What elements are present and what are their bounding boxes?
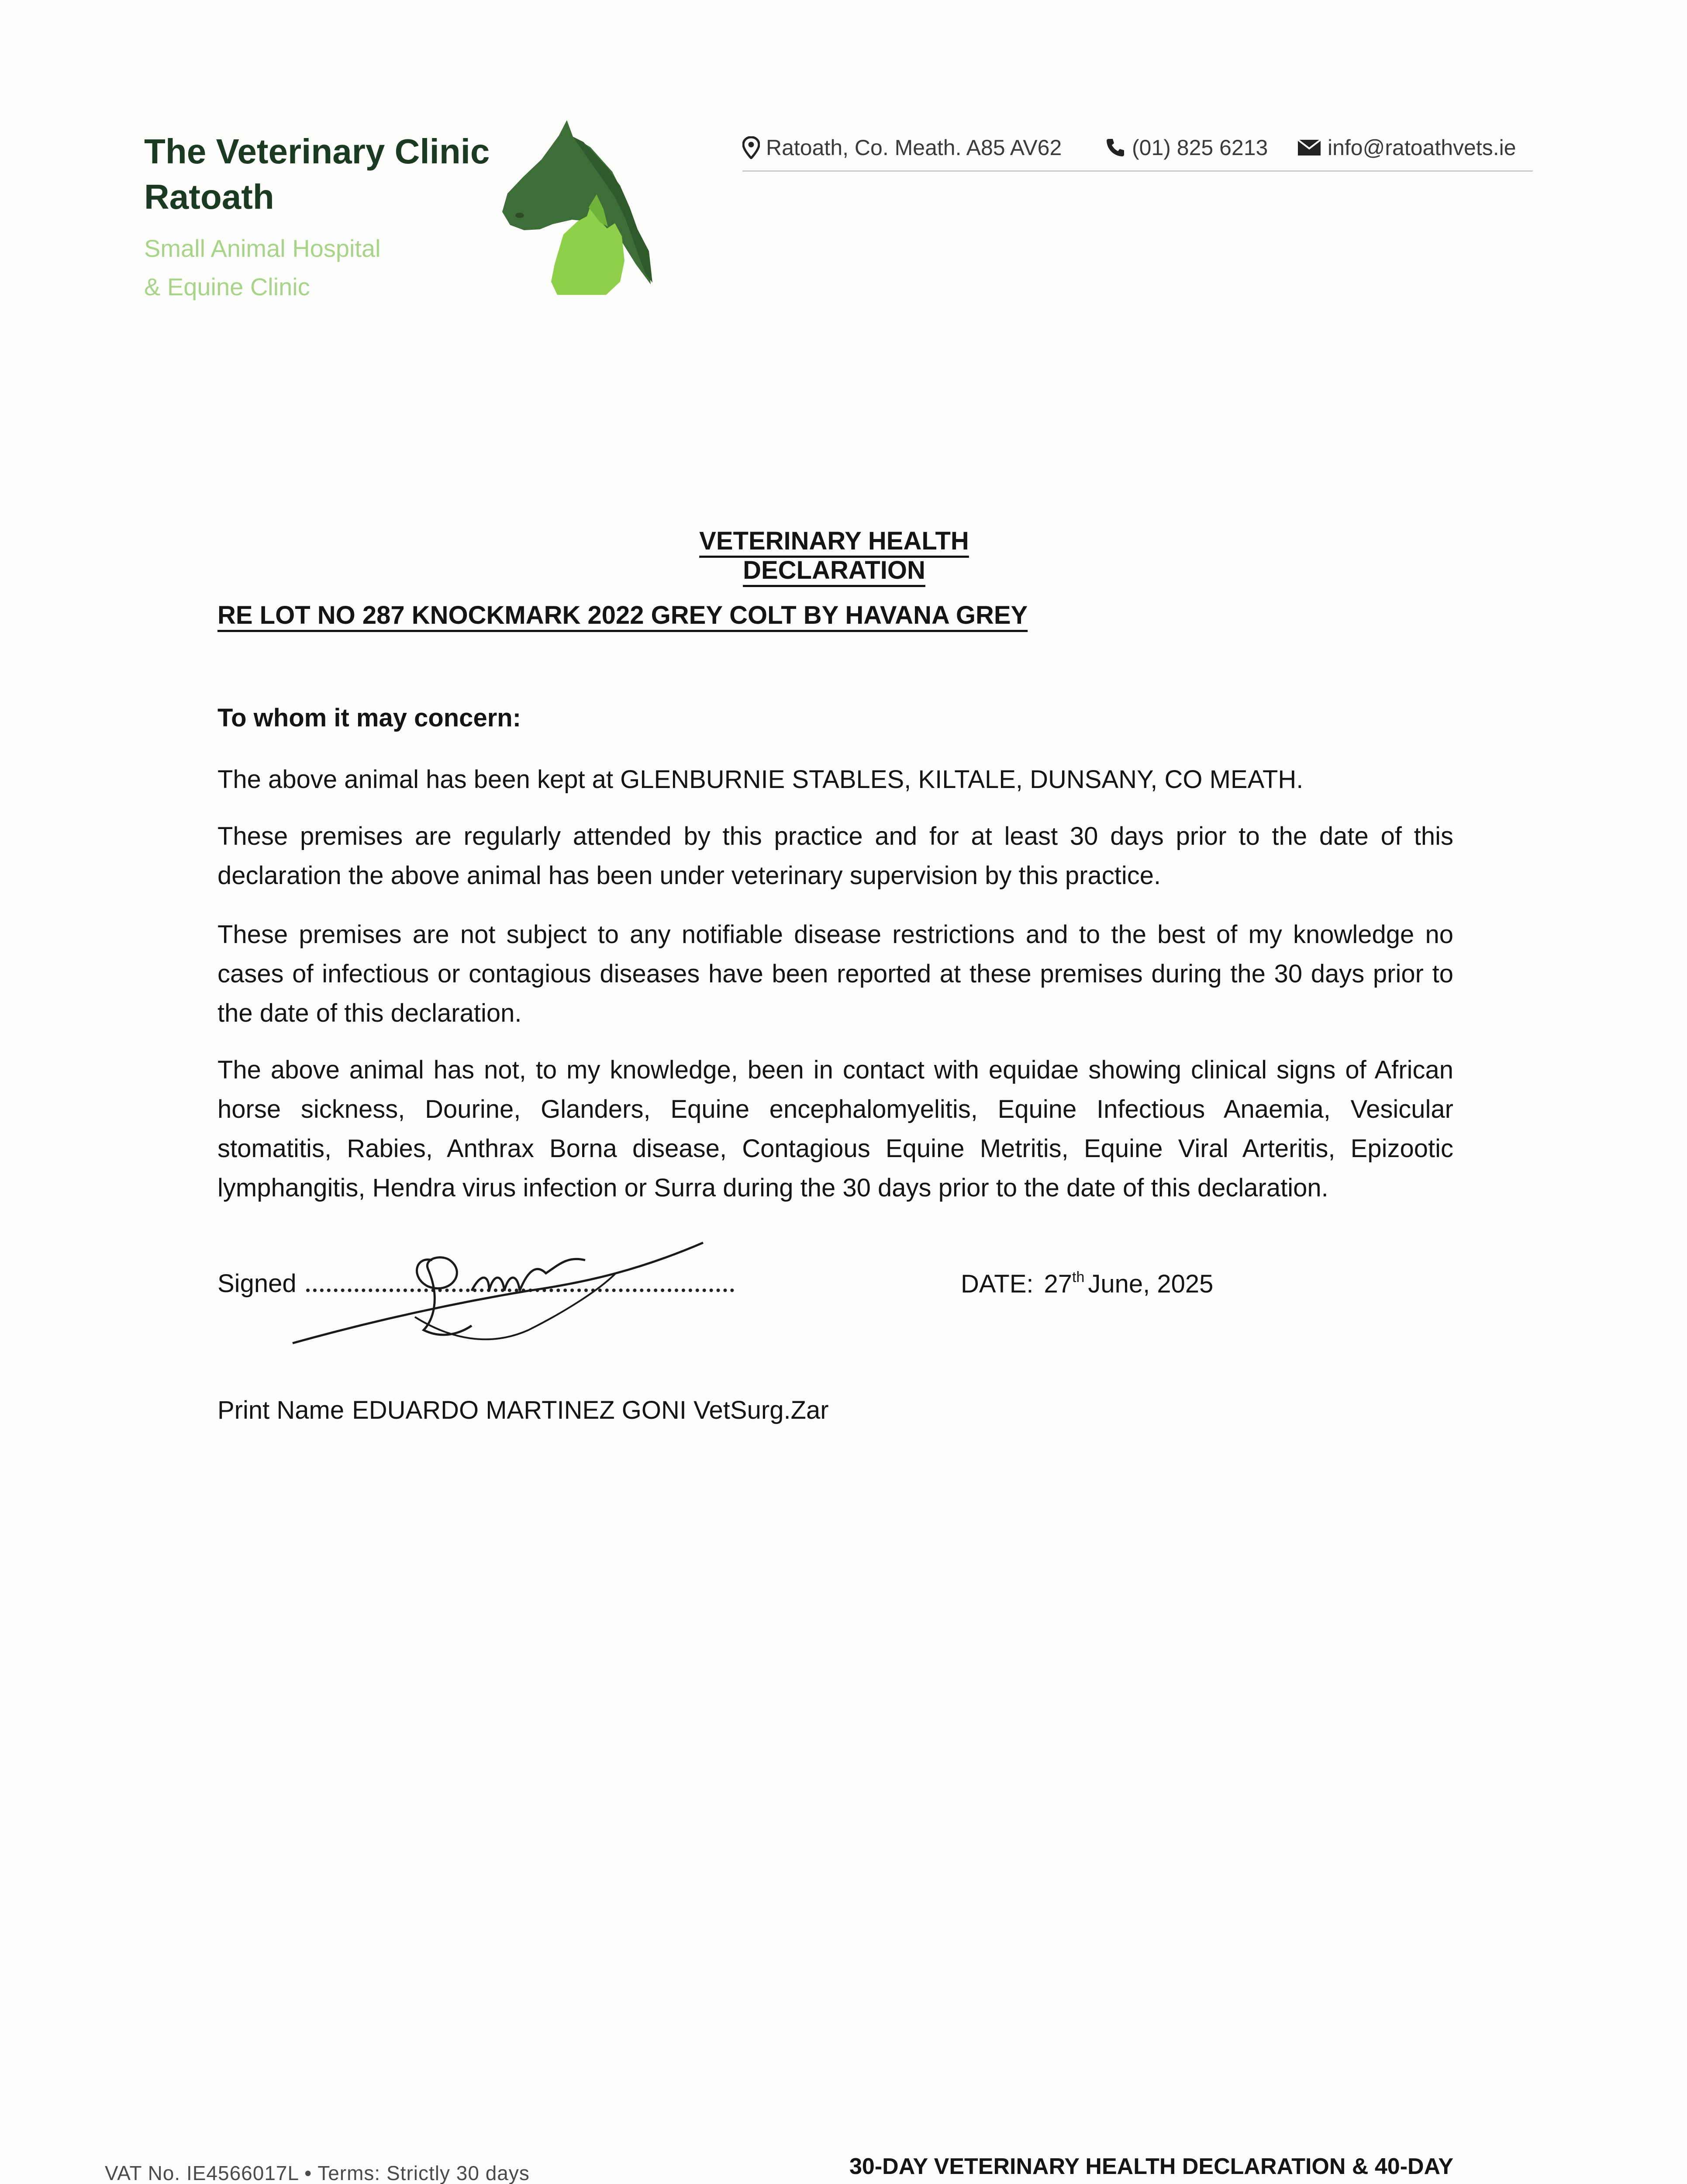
print-name-line: [217, 1396, 829, 1425]
footer-vat-terms: VAT No. IE4566017L • Terms: Strictly 30 days: [105, 2162, 530, 2184]
envelope-icon: [1297, 139, 1321, 156]
paragraph-supervision: These premises are regularly attended by this practice and for at least 30 days prior to the date of this declaration the above animal has been under veterinary supervision by this practice.: [217, 822, 1453, 890]
handwritten-signature: [284, 1225, 721, 1356]
date-rest: June, 2025: [1088, 1270, 1214, 1298]
contact-bar: [742, 130, 1533, 172]
document-title: VETERINARY HEALTH DECLARATION: [699, 527, 969, 584]
clinic-name-line2: Ratoath: [144, 177, 274, 216]
paragraph-restrictions: These premises are not subject to any notifiable disease restrictions and to the best of my knowledge no cases of infectious or contagious diseases have been reported at these premises during the 30 days prior to the date of this declaration.: [217, 920, 1453, 1027]
horse-dog-logo-icon: [476, 120, 712, 299]
phone-text: (01) 825 6213: [1132, 135, 1268, 160]
paragraph-premises: The above animal has been kept at GLENBURNIE STABLES, KILTALE, DUNSANY, CO MEATH.: [217, 765, 1304, 794]
print-name-label: Print Name: [217, 1396, 345, 1424]
signed-label: Signed: [217, 1269, 297, 1298]
phone-icon: [1105, 137, 1126, 158]
date-label: DATE:: [961, 1270, 1034, 1298]
salutation: To whom it may concern:: [217, 704, 521, 732]
clinic-subtitle-line1: Small Animal Hospital: [144, 235, 381, 262]
clinic-subtitle-line2: & Equine Clinic: [144, 273, 310, 301]
date-day: 27: [1044, 1270, 1073, 1298]
date-suffix: th: [1072, 1269, 1085, 1286]
contact-address: [742, 130, 1062, 165]
re-line: RE LOT NO 287 KNOCKMARK 2022 GREY COLT BY HAVANA GREY: [217, 601, 1028, 629]
declaration-date: [961, 1269, 1213, 1299]
email-text: info@ratoathvets.ie: [1328, 135, 1516, 160]
contact-email: [1297, 130, 1516, 165]
address-text: Ratoath, Co. Meath. A85 AV62: [766, 135, 1062, 160]
paragraph-diseases: The above animal has not, to my knowledge, been in contact with equidae showing clinical signs of African horse sickness, Dourine, Glanders, Equine encephalomyelitis, Equine Infectious Anaemia, Vesicular stomatitis, Rabies, Anthrax Borna disease, Contagious Equine Metritis, Equine Viral Arteritis, Epizootic lymphangitis, Hendra virus infection or Surra during the 30 days prior to the date of this declaration.: [217, 1056, 1453, 1202]
contact-phone: [1105, 130, 1268, 165]
clinic-name-line1: The Veterinary Clinic: [144, 132, 490, 171]
clinic-subtitle: [144, 229, 381, 306]
location-pin-icon: [742, 136, 760, 159]
print-name-value: EDUARDO MARTINEZ GONI VetSurg.Zar: [352, 1396, 829, 1424]
clinic-name: [144, 129, 490, 220]
footer-document-label: 30-DAY VETERINARY HEALTH DECLARATION & 40-DAY: [849, 2154, 1454, 2179]
